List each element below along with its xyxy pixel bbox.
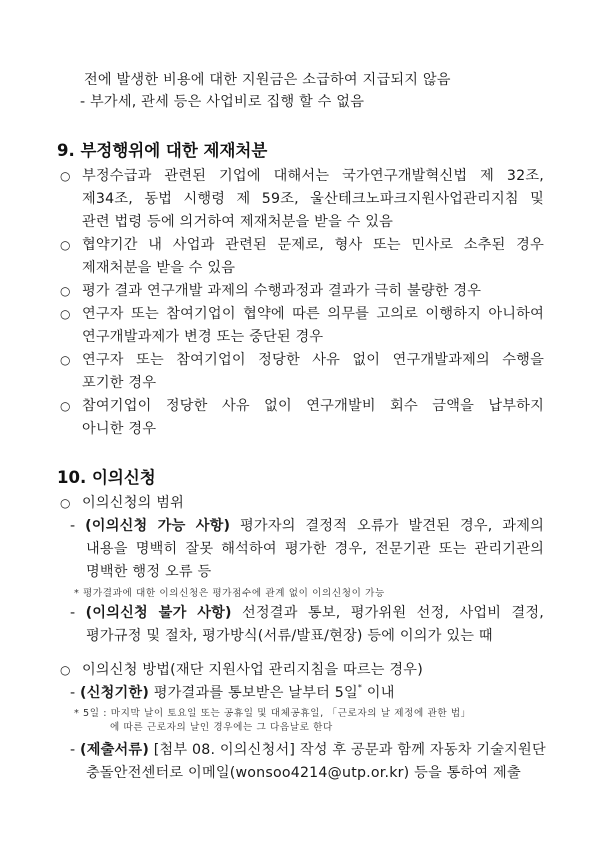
deadline-note-1: * 5일 : 마지막 날이 토요일 또는 공휴일 및 대체공휴일, 「근로자의 날 제정에 관한 법」	[74, 708, 471, 719]
s9-item4-line1: 연구자 또는 참여기업이 협약에 따른 의무를 고의로 이행하지 아니하여	[82, 306, 544, 322]
s9-item2-line2: 제재처분을 받을 수 있음	[82, 260, 236, 276]
vat-note: - 부가세, 관세 등은 사업비로 집행 할 수 없음	[80, 94, 365, 110]
s9-item6-line1: 참여기업이 정당한 사유 없이 연구개발비 회수 금액을 납부하지	[82, 398, 544, 414]
bullet-icon: ○	[60, 496, 71, 510]
deadline-tag: (신청기한)	[80, 685, 150, 701]
scope-note: * 평가결과에 대한 이의신청은 평가점수에 관계 없이 이의신청이 가능	[74, 588, 385, 599]
documents-tag: (제출서류)	[80, 742, 150, 758]
s9-item1-line2: 제34조, 동법 시행령 제 59조, 울산테크노파크지원사업관리지침 및	[82, 191, 544, 207]
s9-item6-line2: 아니한 경우	[82, 421, 157, 437]
section-10-title: 10. 이의신청	[57, 468, 156, 487]
impossible-line1: - (이의신청 불가 사항) 선정결과 통보, 평가위원 선정, 사업비 결정,	[70, 605, 545, 621]
s9-item5-line2: 포기한 경우	[82, 375, 157, 391]
documents-line2: 충돌안전센터로 이메일(wonsoo4214@utp.or.kr) 등을 통하여 제출	[86, 765, 521, 781]
bullet-icon: ○	[60, 399, 71, 413]
s9-item2-line1: 협약기간 내 사업과 관련된 문제로, 형사 또는 민사로 소추된 경우	[82, 237, 544, 253]
deadline-note-2: 에 따른 근로자의 날인 경우에는 그 다음날로 한다	[110, 722, 333, 733]
impossible-line2: 평가규정 및 절차, 평가방식(서류/발표/현장) 등에 이의가 있는 때	[86, 628, 493, 644]
bullet-icon: ○	[60, 169, 71, 183]
continuation-text: 전에 발생한 비용에 대한 지원금은 소급하여 지급되지 않음	[84, 72, 451, 88]
s9-item3-line1: 평가 결과 연구개발 과제의 수행과정과 결과가 극히 불량한 경우	[82, 283, 482, 299]
method-label: 이의신청 방법(재단 지원사업 관리지침을 따르는 경우)	[82, 662, 423, 678]
possible-tag: (이의신청 가능 사항)	[85, 518, 231, 534]
s9-item4-line2: 연구개발과제가 변경 또는 중단된 경우	[82, 329, 324, 345]
bullet-icon: ○	[60, 663, 71, 677]
section-9-title: 9. 부정행위에 대한 제재처분	[57, 141, 268, 160]
bullet-icon: ○	[60, 284, 71, 298]
s9-item1-line1: 부정수급과 관련된 기업에 대해서는 국가연구개발혁신법 제 32조,	[82, 168, 544, 184]
possible-line3: 명백한 행정 오류 등	[86, 564, 212, 580]
s9-item1-line3: 관련 법령 등에 의거하여 제재처분을 받을 수 있음	[82, 214, 394, 230]
documents-line1: - (제출서류) [첨부 08. 이의신청서] 작성 후 공문과 함께 자동차 기술지원단	[70, 742, 546, 758]
bullet-icon: ○	[60, 307, 71, 321]
impossible-tag: (이의신청 불가 사항)	[85, 605, 232, 621]
bullet-icon: ○	[60, 353, 71, 367]
possible-line2: 내용을 명백히 잘못 해석하여 평가한 경우, 전문기관 또는 관리기관의	[86, 541, 544, 557]
s9-item5-line1: 연구자 또는 참여기업이 정당한 사유 없이 연구개발과제의 수행을	[82, 352, 544, 368]
scope-label: 이의신청의 범위	[82, 495, 185, 511]
possible-line1: - (이의신청 가능 사항) 평가자의 결정적 오류가 발견된 경우, 과제의	[70, 518, 545, 534]
deadline-line: - (신청기한) 평가결과를 통보받은 날부터 5일* 이내	[70, 683, 395, 701]
bullet-icon: ○	[60, 238, 71, 252]
